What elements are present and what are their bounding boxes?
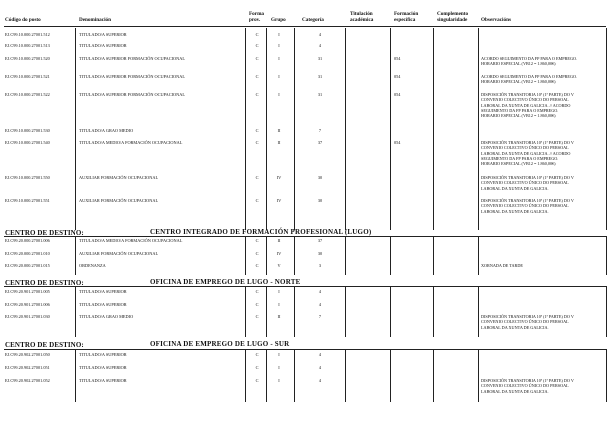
observation-line: DISPOSICIÓN TRANSITORIA 10ª (1ª PARTE) DO V bbox=[481, 140, 574, 145]
section0-column-line bbox=[606, 236, 607, 275]
post-denomination: TITULADO/A SUPERIOR bbox=[79, 365, 127, 370]
post-denomination: TITULADO/A MEDIO/A FORMACIÓN OCUPACIONAL bbox=[79, 238, 183, 243]
section1-column-line bbox=[390, 286, 391, 337]
categoria: 4 bbox=[318, 289, 322, 294]
section-rule bbox=[4, 349, 606, 350]
forma-prov: C bbox=[255, 198, 259, 203]
post-code: EJ.C99.10.000.27001.550 bbox=[5, 175, 50, 180]
forma-prov: C bbox=[255, 314, 259, 319]
post-code: EJ.C99.20.901.27001.005 bbox=[5, 289, 50, 294]
observation-line: HORARIO ESPECIAL (VB12 = 1.860,00€) bbox=[481, 161, 556, 167]
observation-line: SEGUIMENTO DA FP PARA O EMPREGO. bbox=[481, 107, 559, 113]
section0-column-line bbox=[390, 236, 391, 275]
forma-prov: C bbox=[255, 32, 259, 37]
categoria: 4 bbox=[318, 32, 322, 37]
observation-line: CONVENIO COLECTIVO ÚNICO DO PERSOAL bbox=[481, 97, 569, 103]
observation-line: ACORDO SEGUIMENTO DA FP PARA O EMPREGO. bbox=[481, 56, 578, 61]
observation-line: HORARIO ESPECIAL (VB12 = 1.860,00€) bbox=[481, 61, 556, 67]
section2-column-line bbox=[245, 349, 246, 402]
observation-line: HORARIO ESPECIAL (VB12 = 1.860,00€) bbox=[481, 79, 556, 85]
grupo: I bbox=[278, 74, 280, 79]
grupo: I bbox=[278, 32, 280, 37]
section-rule bbox=[4, 286, 606, 287]
post-code: EJ.C99.20.902.27001.051 bbox=[5, 365, 50, 370]
header-denominacion: Denominación bbox=[79, 17, 111, 23]
header-observacions: Observacións bbox=[481, 17, 511, 23]
section-label: CENTRO DE DESTINO: bbox=[5, 341, 84, 349]
block1-column-line bbox=[433, 28, 434, 230]
post-code: EJ.C99.10.000.27001.520 bbox=[5, 56, 50, 61]
observation-line: LABORAL DA XUNTA DE GALICIA. bbox=[481, 185, 549, 191]
post-code: EJ.C99.20.000.27001.006 bbox=[5, 238, 50, 243]
formacion-especifica: 054 bbox=[394, 140, 401, 145]
categoria: 31 bbox=[317, 74, 323, 79]
observation-line: SEGUIMENTO DA FP PARA O EMPREGO. bbox=[481, 155, 559, 161]
post-denomination: TITULADO/A SUPERIOR bbox=[79, 43, 127, 48]
block1-column-line bbox=[478, 28, 479, 230]
post-code: EJ.C99.20.902.27001.052 bbox=[5, 378, 50, 383]
section1-column-line bbox=[433, 286, 434, 337]
section1-column-line bbox=[478, 286, 479, 337]
grupo: I bbox=[278, 302, 280, 307]
header-categoria: Categoría bbox=[302, 17, 324, 23]
forma-prov: C bbox=[255, 128, 259, 133]
section1-column-line bbox=[245, 286, 246, 337]
block1-column-line bbox=[390, 28, 391, 230]
forma-prov: C bbox=[255, 140, 259, 145]
post-denomination: TITULADO/A SUPERIOR FORMACIÓN OCUPACIONAL bbox=[79, 56, 185, 61]
observation-line: CONVENIO COLECTIVO ÚNICO DO PERSOAL bbox=[481, 383, 569, 389]
grupo: II bbox=[277, 238, 281, 243]
post-denomination: TITULADO/A SUPERIOR bbox=[79, 32, 127, 37]
header-rule bbox=[4, 26, 606, 27]
grupo: I bbox=[278, 56, 280, 61]
forma-prov: C bbox=[255, 263, 259, 268]
section2-column-line bbox=[390, 349, 391, 402]
section0-column-line bbox=[345, 236, 346, 275]
section2-column-line bbox=[75, 349, 76, 402]
observation-line: LABORAL DA XUNTA DE GALICIA. bbox=[481, 208, 549, 214]
categoria: 30 bbox=[317, 198, 323, 203]
grupo: I bbox=[278, 365, 280, 370]
observation-line: CONVENIO COLECTIVO ÚNICO DO PERSOAL bbox=[481, 180, 569, 186]
categoria: 4 bbox=[318, 352, 322, 357]
block1-column-line bbox=[75, 28, 76, 230]
section2-column-line bbox=[478, 349, 479, 402]
grupo: I bbox=[278, 378, 280, 383]
header-complemento: Complemento singularidade bbox=[437, 11, 469, 23]
block1-column-line bbox=[606, 28, 607, 230]
header-codigo: Código do posto bbox=[5, 17, 41, 23]
categoria: 31 bbox=[317, 92, 323, 97]
observation-line: LABORAL DA XUNTA DE GALICIA. bbox=[481, 324, 549, 330]
grupo: I bbox=[278, 352, 280, 357]
post-code: EJ.C99.10.000.27001.551 bbox=[5, 198, 50, 203]
section2-column-line bbox=[294, 349, 295, 402]
section-label: CENTRO DE DESTINO: bbox=[5, 279, 84, 287]
post-denomination: AUXILIAR FORMACIÓN OCUPACIONAL bbox=[79, 251, 159, 256]
section-rule bbox=[4, 236, 606, 237]
post-code: EJ.C99.10.000.27001.530 bbox=[5, 128, 50, 133]
observation-line: LABORAL DA XUNTA DE GALICIA. // ACORDO bbox=[481, 150, 571, 156]
categoria: 4 bbox=[318, 378, 322, 383]
grupo: II bbox=[277, 314, 281, 319]
categoria: 3 bbox=[318, 263, 322, 268]
post-code: EJ.C99.10.000.27001.540 bbox=[5, 140, 50, 145]
grupo: II bbox=[277, 140, 281, 145]
grupo: II bbox=[277, 128, 281, 133]
section-name: CENTRO INTEGRADO DE FORMACIÓN PROFESIONAL (LUGO) bbox=[150, 228, 372, 236]
observation-line: DISPOSICIÓN TRANSITORIA 10ª (1ª PARTE) DO V bbox=[481, 92, 574, 97]
block1-column-line bbox=[345, 28, 346, 230]
forma-prov: C bbox=[255, 74, 259, 79]
forma-prov: C bbox=[255, 43, 259, 48]
post-denomination: TITULADO/A GRAO MEDIO bbox=[79, 128, 134, 133]
categoria: 31 bbox=[317, 56, 323, 61]
categoria: 4 bbox=[318, 43, 322, 48]
post-denomination: TITULADO/A SUPERIOR bbox=[79, 289, 127, 294]
section1-column-line bbox=[345, 286, 346, 337]
observation-line: ACORDO SEGUIMENTO DA FP PARA O EMPREGO. bbox=[481, 74, 578, 79]
categoria: 4 bbox=[318, 302, 322, 307]
post-code: EJ.C99.10.000.27001.522 bbox=[5, 92, 50, 97]
forma-prov: C bbox=[255, 251, 259, 256]
section2-column-line bbox=[345, 349, 346, 402]
post-denomination: TITULADO/A SUPERIOR bbox=[79, 352, 127, 357]
grupo: IV bbox=[276, 198, 282, 203]
post-code: EJ.C99.20.000.27001.015 bbox=[5, 263, 50, 268]
observation-line: CONVENIO COLECTIVO ÚNICO DO PERSOAL bbox=[481, 145, 569, 151]
categoria: 7 bbox=[318, 128, 322, 133]
categoria: 7 bbox=[318, 314, 322, 319]
categoria: 37 bbox=[317, 140, 323, 145]
grupo: I bbox=[278, 43, 280, 48]
observation-line: DISPOSICIÓN TRANSITORIA 10ª (1ª PARTE) DO V bbox=[481, 314, 574, 319]
observation-line: DISPOSICIÓN TRANSITORIA 10ª (1ª PARTE) DO V bbox=[481, 378, 574, 383]
post-denomination: TITULADO/A SUPERIOR bbox=[79, 378, 127, 383]
forma-prov: C bbox=[255, 302, 259, 307]
observation-line: HORARIO ESPECIAL (VB12 = 1.860,00€) bbox=[481, 113, 556, 119]
post-code: EJ.C99.10.000.27001.513 bbox=[5, 43, 50, 48]
categoria: 4 bbox=[318, 365, 322, 370]
section0-column-line bbox=[294, 236, 295, 275]
post-code: EJ.C99.10.000.27001.512 bbox=[5, 32, 50, 37]
header-forma-prov: Forma prov. bbox=[249, 11, 264, 23]
section2-column-line bbox=[433, 349, 434, 402]
section-name: OFICINA DE EMPREGO DE LUGO - SUR bbox=[150, 340, 290, 348]
observation-line: LABORAL DA XUNTA DE GALICIA. bbox=[481, 388, 549, 394]
forma-prov: C bbox=[255, 238, 259, 243]
observation-line: DISPOSICIÓN TRANSITORIA 10ª (1ª PARTE) DO V bbox=[481, 198, 574, 203]
categoria: 37 bbox=[317, 238, 323, 243]
observation-line: CONVENIO COLECTIVO ÚNICO DO PERSOAL bbox=[481, 203, 569, 209]
categoria: 30 bbox=[317, 251, 323, 256]
header-formacion: Formación específica bbox=[394, 11, 419, 23]
post-denomination: ORDENANZA bbox=[79, 263, 106, 268]
forma-prov: C bbox=[255, 175, 259, 180]
section1-column-line bbox=[294, 286, 295, 337]
formacion-especifica: 054 bbox=[394, 74, 401, 79]
section2-column-line bbox=[606, 349, 607, 402]
post-denomination: TITULADO/A MEDIO/A FORMACIÓN OCUPACIONAL bbox=[79, 140, 183, 145]
forma-prov: C bbox=[255, 56, 259, 61]
grupo: I bbox=[278, 289, 280, 294]
post-denomination: TITULADO/A SUPERIOR FORMACIÓN OCUPACIONAL bbox=[79, 74, 185, 79]
section1-column-line bbox=[606, 286, 607, 337]
section0-column-line bbox=[433, 236, 434, 275]
post-code: EJ.C99.10.000.27001.521 bbox=[5, 74, 50, 79]
observation-line: XORNADA DE TARDE bbox=[481, 263, 523, 268]
post-code: EJ.C99.20.902.27001.050 bbox=[5, 352, 50, 357]
forma-prov: C bbox=[255, 365, 259, 370]
section0-column-line bbox=[478, 236, 479, 275]
post-code: EJ.C99.20.901.27001.030 bbox=[5, 314, 50, 319]
grupo: IV bbox=[276, 175, 282, 180]
post-denomination: AUXILIAR FORMACIÓN OCUPACIONAL bbox=[79, 175, 159, 180]
block1-column-line bbox=[245, 28, 246, 230]
formacion-especifica: 054 bbox=[394, 56, 401, 61]
post-denomination: TITULADO/A SUPERIOR FORMACIÓN OCUPACIONAL bbox=[79, 92, 185, 97]
forma-prov: C bbox=[255, 92, 259, 97]
grupo: IV bbox=[276, 251, 282, 256]
forma-prov: C bbox=[255, 352, 259, 357]
post-denomination: TITULADO/A GRAO MEDIO bbox=[79, 314, 134, 319]
post-code: EJ.C99.20.000.27001.010 bbox=[5, 251, 50, 256]
formacion-especifica: 054 bbox=[394, 92, 401, 97]
block1-column-line bbox=[294, 28, 295, 230]
observation-line: CONVENIO COLECTIVO ÚNICO DO PERSOAL bbox=[481, 319, 569, 325]
observation-line: LABORAL DA XUNTA DE GALICIA. // ACORDO bbox=[481, 102, 571, 108]
post-denomination: AUXILIAR FORMACIÓN OCUPACIONAL bbox=[79, 198, 159, 203]
observation-line: DISPOSICIÓN TRANSITORIA 10ª (1ª PARTE) DO V bbox=[481, 175, 574, 180]
header-titulacion: Titulación académica bbox=[350, 11, 374, 23]
grupo: V bbox=[277, 263, 281, 268]
post-code: EJ.C99.20.901.27001.006 bbox=[5, 302, 50, 307]
forma-prov: C bbox=[255, 289, 259, 294]
section-name: OFICINA DE EMPREGO DE LUGO - NORTE bbox=[150, 278, 301, 286]
section0-column-line bbox=[75, 236, 76, 275]
section-label: CENTRO DE DESTINO: bbox=[5, 229, 84, 237]
post-denomination: TITULADO/A SUPERIOR bbox=[79, 302, 127, 307]
categoria: 30 bbox=[317, 175, 323, 180]
section0-column-line bbox=[245, 236, 246, 275]
grupo: I bbox=[278, 92, 280, 97]
header-grupo: Grupo bbox=[271, 17, 286, 23]
section1-column-line bbox=[75, 286, 76, 337]
forma-prov: C bbox=[255, 378, 259, 383]
